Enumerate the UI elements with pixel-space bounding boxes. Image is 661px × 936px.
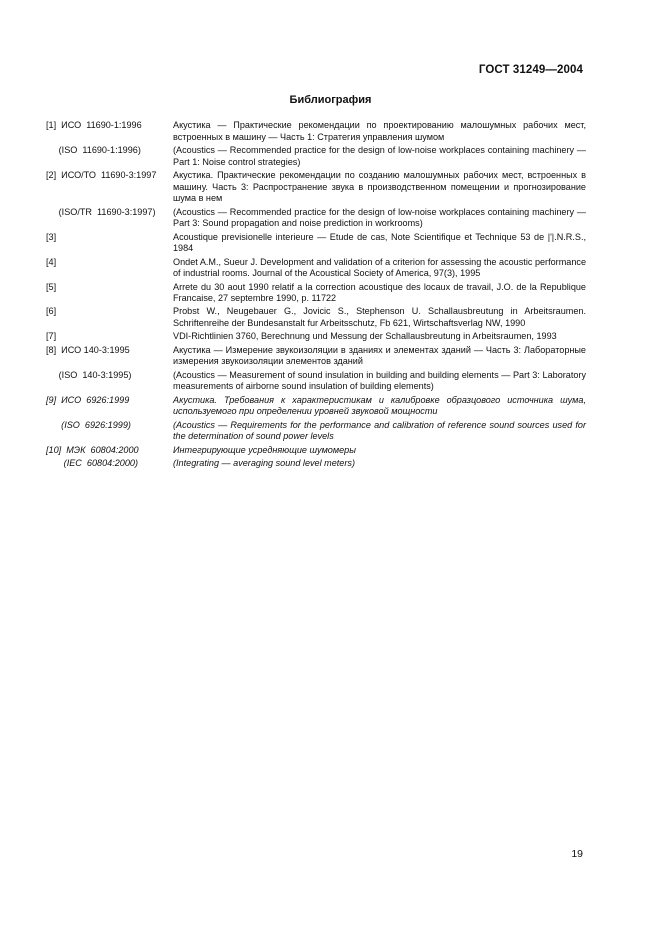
- entry-reference: (ISO 140-3:1995): [46, 369, 132, 380]
- bibliography-entry: [46, 232, 586, 255]
- entry-reference: [8] ИСО 140-3:1995: [46, 344, 130, 355]
- bibliography-entry: [46, 257, 586, 280]
- bibliography-entry: [46, 282, 586, 305]
- entry-reference: [9] ИСО 6926:1999: [46, 394, 130, 405]
- entry-reference: [2] ИСО/ТО 11690-3:1997: [46, 169, 157, 180]
- bibliography-entry: [46, 458, 586, 470]
- bibliography-entry: [46, 120, 586, 143]
- entry-description: (Acoustics — Recommended practice for the design of low-noise workplaces containing machinery — Part 1: Noise control strategies): [173, 144, 586, 167]
- bibliography-entry: [46, 420, 586, 443]
- entry-description: Arrete du 30 aout 1990 relatif a la correction acoustique des locaux de travail, J.O. de la Republique Francaise, 27 septembre 1990, p. 11722: [173, 281, 586, 304]
- bibliography-entry: [46, 445, 586, 457]
- page-number: 19: [571, 848, 583, 860]
- entry-reference: (IEC 60804:2000): [46, 458, 138, 469]
- entry-description: (Acoustics — Requirements for the performance and calibration of reference sound sources used for the determination of sound power levels: [173, 419, 586, 442]
- entry-reference: (ISO 6926:1999): [46, 419, 131, 430]
- entry-description: Probst W., Neugebauer G., Jovicic S., Stephenson U. Schallausbreutung in Arbeitsraumen. Schriftenreihe der Bundesanstalt fur Arbeitsschutz, Fb 621, Wirtschaftsverlag NW, 1990: [173, 306, 586, 329]
- entry-description: Акустика. Требования к характеристикам и калибровке образцового источника шума, используемого при определении уровней звуковой мощности: [173, 394, 586, 417]
- bibliography-entry: [46, 370, 586, 393]
- entry-reference: [4]: [46, 256, 57, 267]
- entry-description: VDI-Richtlinien 3760, Berechnung und Messung der Schallausbreutung in Arbeitsraumen, 1993: [173, 331, 557, 342]
- bibliography-list: [46, 120, 586, 470]
- entry-reference: [10] МЭК 60804:2000: [46, 444, 139, 455]
- entry-reference: [1] ИСО 11690-1:1996: [46, 120, 142, 130]
- bibliography-entry: [46, 345, 586, 368]
- standard-code: ГОСТ 31249—2004: [478, 64, 583, 76]
- bibliography-entry: [46, 207, 586, 230]
- entry-description: Ondet A.M., Sueur J. Development and validation of a criterion for assessing the acoustic performance of industrial rooms. Journal of the Acoustical Society of America, 97(3), 1995: [173, 256, 586, 279]
- entry-description: Acoustique previsionelle interieure — Etude de cas, Note Scientifique et Technique 53 de |'|.N.R.S., 1984: [173, 231, 586, 254]
- entry-description: Акустика — Измерение звукоизоляции в зданиях и элементах зданий — Часть 3: Лабораторные измерения звукоизоляции элементов зданий: [173, 344, 586, 367]
- bibliography-title: Библиография: [289, 94, 372, 106]
- entry-description: (Acoustics — Recommended practice for the design of low-noise workplaces containing machinery — Part 3: Sound propagation and noise prediction in workrooms): [173, 206, 586, 229]
- entry-description: (Acoustics — Measurement of sound insulation in building and building elements — Part 3: Laboratory measurements of airborne sound insulation of building elements): [173, 369, 586, 392]
- bibliography-entry: [46, 170, 586, 205]
- entry-reference: [7]: [46, 331, 57, 342]
- entry-reference: [6]: [46, 306, 57, 317]
- entry-description: (Integrating — averaging sound level meters): [173, 458, 355, 469]
- bibliography-entry: [46, 145, 586, 168]
- bibliography-entry: [46, 306, 586, 329]
- entry-description: Акустика. Практические рекомендации по созданию малошумных рабочих мест, встроенных в машину. Часть 3: Распространение звука в производственном помещении и прогнозирование шума в нем: [173, 169, 586, 204]
- entry-reference: [5]: [46, 281, 57, 292]
- bibliography-entry: [46, 331, 586, 343]
- bibliography-entry: [46, 395, 586, 418]
- entry-reference: (ISO 11690-1:1996): [46, 144, 141, 155]
- entry-description: Интегрирующие усредняющие шумомеры: [173, 444, 356, 455]
- entry-reference: [3]: [46, 231, 57, 242]
- entry-reference: (ISO/TR 11690-3:1997): [46, 206, 156, 217]
- entry-description: Акустика — Практические рекомендации по проектированию малошумных рабочих мест, встроенных в машину — Часть 1: Стратегия управления шумом: [173, 120, 586, 142]
